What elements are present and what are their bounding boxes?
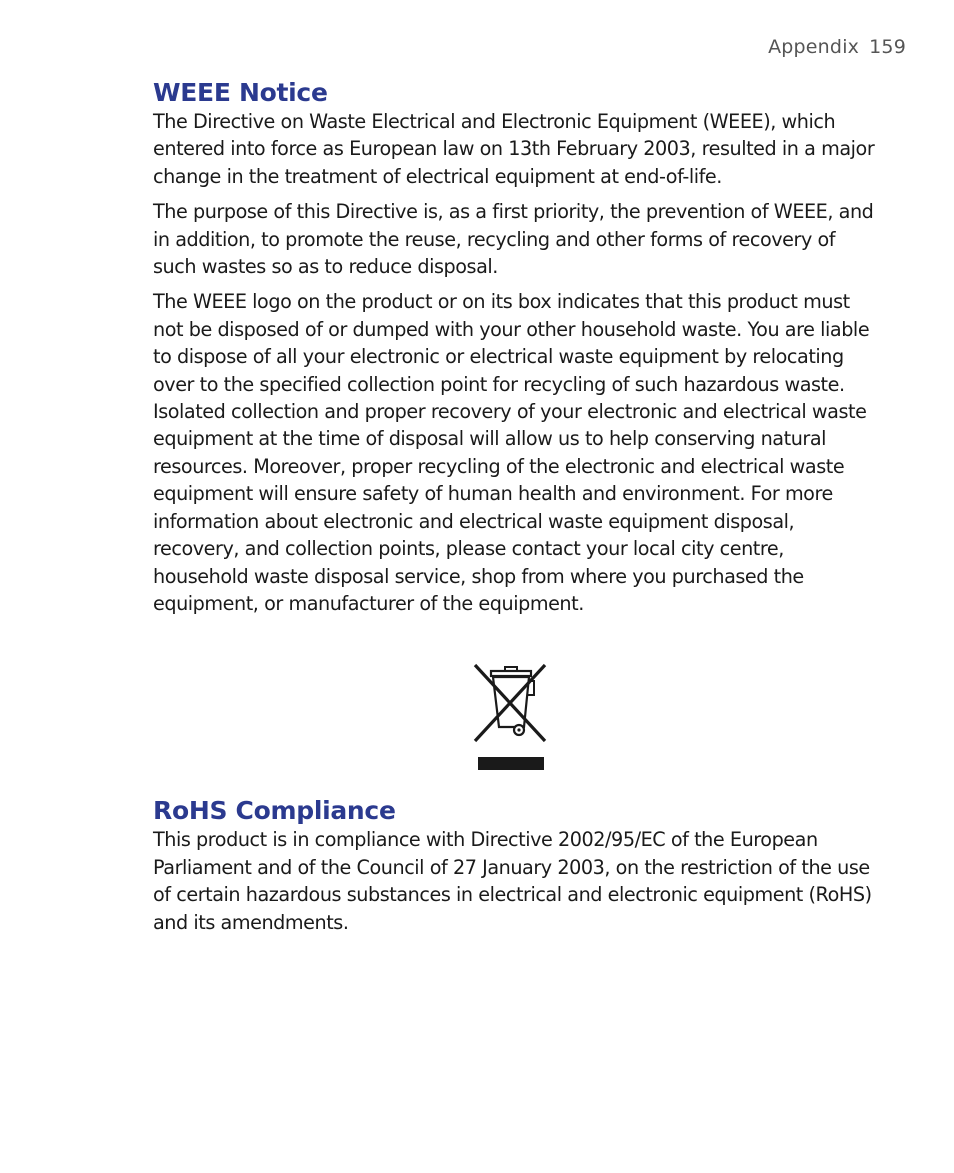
weee-paragraph-1: The Directive on Waste Electrical and Electronic Equipment (WEEE), which entered into force as European law on 13th February 2003, resulted in a major change in the treatment of electrical equipment at end-of-life. <box>153 110 875 188</box>
weee-symbol-container <box>153 625 883 785</box>
page-number: 159 <box>869 36 906 58</box>
weee-paragraph-2: The purpose of this Directive is, as a first priority, the prevention of WEEE, and in addition, to promote the reuse, recycling and other forms of recovery of such wastes so as to reduce disposal. <box>153 200 874 279</box>
rohs-compliance-section <box>153 796 883 936</box>
crossed-out-wheelie-bin-icon <box>472 661 550 773</box>
rohs-paragraph-1: This product is in compliance with Directive 2002/95/EC of the European Parliament and of the Council of 27 January 2003, on the restriction of the use of certain hazardous substances in electrical and electronic equipment (RoHS) and its amendments. <box>153 828 872 934</box>
weee-notice-section <box>153 78 883 785</box>
page-content <box>153 78 883 944</box>
rohs-compliance-heading: RoHS Compliance <box>153 796 396 826</box>
running-header <box>768 36 906 58</box>
weee-notice-heading: WEEE Notice <box>153 78 328 107</box>
weee-paragraph-3: The WEEE logo on the product or on its box indicates that this product must not be disposed of or dumped with your other household waste. You are liable to dispose of all your electronic or electrical waste equipment by relocating over to the specified collection point for recycling of such hazardous waste. Isolated collection and proper recovery of your electronic and electrical waste equipment at the time of disposal will allow us to help conserving natural resources. Moreover, proper recycling of the electronic and electrical waste equipment will ensure safety of human health and environment. For more information about electronic and electrical waste equipment disposal, recovery, and collection points, please contact your local city centre, household waste disposal service, shop from where you purchased the equipment, or manufacturer of the equipment. <box>153 290 870 615</box>
header-section-label: Appendix <box>768 36 860 58</box>
